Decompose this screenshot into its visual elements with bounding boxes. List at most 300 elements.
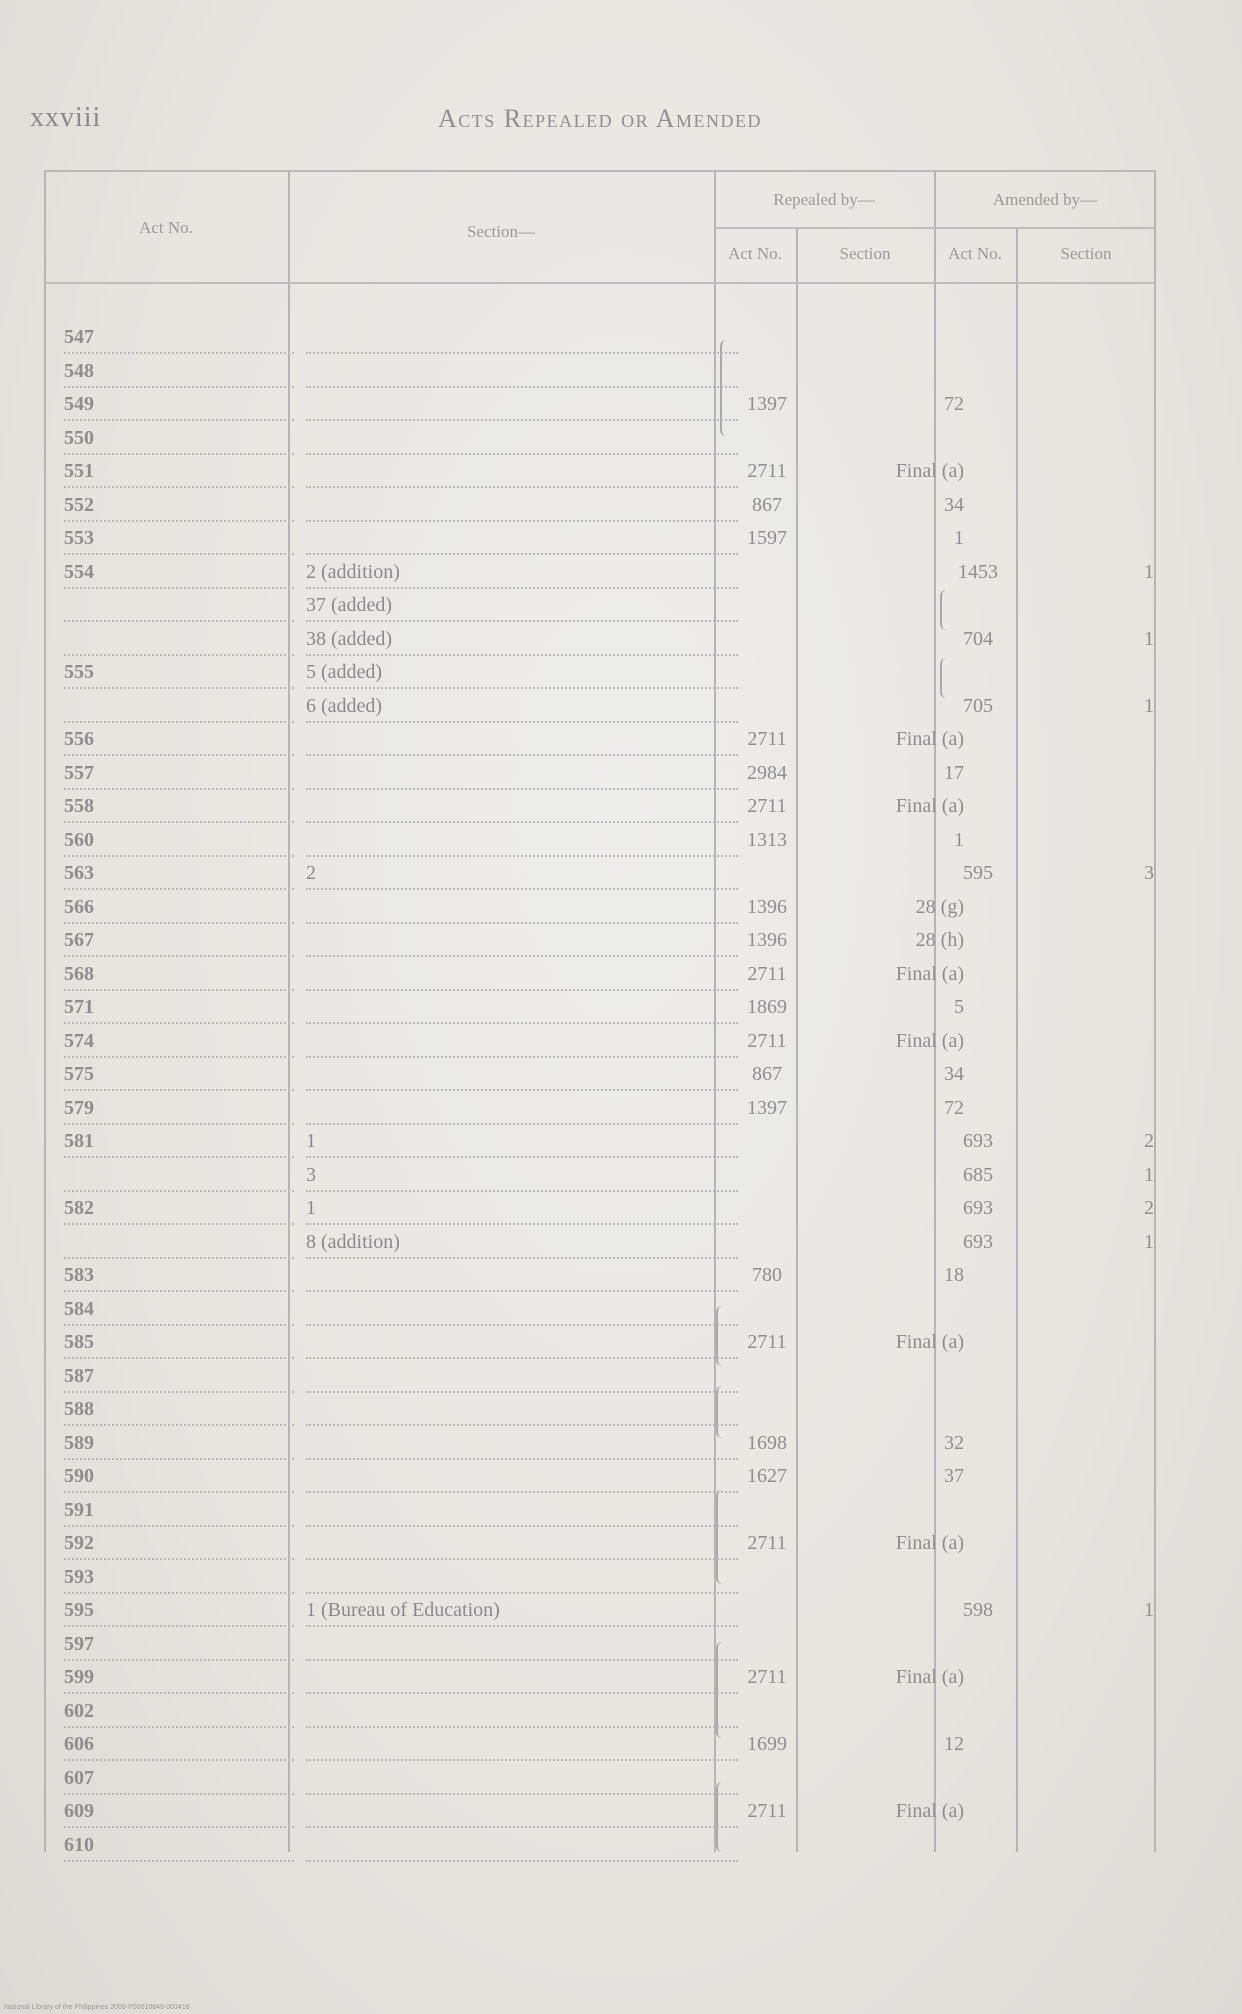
amended-act-cell bbox=[938, 829, 1018, 855]
repealed-act-cell bbox=[724, 427, 810, 453]
section-cell bbox=[306, 427, 738, 455]
amended-section-cell bbox=[1024, 896, 1160, 922]
section-cell: 3 bbox=[306, 1164, 738, 1192]
header-rule bbox=[714, 227, 1156, 229]
table-row bbox=[44, 454, 1156, 488]
amended-act-cell bbox=[938, 795, 1018, 821]
act-number-cell: 560 bbox=[64, 829, 294, 857]
act-number-cell bbox=[64, 628, 294, 656]
repealed-section-cell: 18 bbox=[944, 1264, 964, 1286]
amended-act-cell bbox=[938, 1800, 1018, 1826]
table-body bbox=[44, 320, 1156, 1861]
amended-section-cell: 1 bbox=[1144, 1163, 1154, 1186]
act-number-cell: 609 bbox=[64, 1800, 294, 1828]
amended-act-cell: 693 bbox=[963, 1130, 993, 1152]
section-cell bbox=[306, 1499, 738, 1527]
act-number-cell: 582 bbox=[64, 1197, 294, 1225]
table-row bbox=[44, 1292, 1156, 1326]
repealed-act-cell: 2711 bbox=[747, 460, 787, 482]
act-number-cell: 557 bbox=[64, 762, 294, 790]
act-number-cell: 581 bbox=[64, 1130, 294, 1158]
amended-section-cell bbox=[1024, 1331, 1160, 1357]
section-cell bbox=[306, 1700, 738, 1728]
section-cell: 2 (addition) bbox=[306, 561, 738, 589]
act-number-cell: 555 bbox=[64, 661, 294, 689]
act-number-cell: 553 bbox=[64, 527, 294, 555]
amended-section-cell bbox=[1024, 1800, 1160, 1826]
section-cell bbox=[306, 1063, 738, 1091]
repealed-act-cell: 1597 bbox=[747, 527, 787, 549]
repealed-act-cell bbox=[724, 1499, 810, 1525]
act-number-cell bbox=[64, 695, 294, 723]
table-row bbox=[44, 1459, 1156, 1493]
amended-section-cell bbox=[1024, 1499, 1160, 1525]
header-rule bbox=[44, 282, 1156, 284]
amended-section-cell bbox=[1024, 494, 1160, 520]
repealed-section-cell: Final (a) bbox=[895, 1800, 964, 1822]
act-number-cell: 558 bbox=[64, 795, 294, 823]
amended-section-cell bbox=[1024, 326, 1160, 352]
repealed-section-cell: 1 bbox=[954, 527, 964, 549]
repealed-act-cell bbox=[724, 695, 810, 721]
repealed-section-cell: Final (a) bbox=[895, 1666, 964, 1688]
act-number-cell: 547 bbox=[64, 326, 294, 354]
amended-section-cell bbox=[1024, 1465, 1160, 1491]
page-title: Acts Repealed or Amended bbox=[438, 104, 762, 133]
section-cell: 2 bbox=[306, 862, 738, 890]
repealed-act-cell bbox=[724, 360, 810, 386]
amended-section-cell bbox=[1024, 1298, 1160, 1324]
table-row bbox=[44, 923, 1156, 957]
section-cell bbox=[306, 1733, 738, 1761]
table-row bbox=[44, 421, 1156, 455]
amended-section-cell bbox=[1024, 1063, 1160, 1089]
amended-act-cell bbox=[938, 1097, 1018, 1123]
repealed-act-cell bbox=[724, 1197, 810, 1223]
amended-act-cell bbox=[938, 460, 1018, 486]
table-row bbox=[44, 1258, 1156, 1292]
amended-section-cell: 1 bbox=[1144, 560, 1154, 583]
repealed-act-cell: 2711 bbox=[747, 962, 787, 985]
amended-act-cell bbox=[938, 1666, 1018, 1692]
repealed-act-cell: 1396 bbox=[747, 895, 787, 918]
table-row bbox=[44, 1727, 1156, 1761]
act-number-cell: 607 bbox=[64, 1767, 294, 1795]
act-number-cell bbox=[64, 594, 294, 622]
repealed-act-cell bbox=[724, 594, 810, 620]
section-cell bbox=[306, 1264, 738, 1292]
section-cell: 37 (added) bbox=[306, 594, 738, 622]
amended-section-cell bbox=[1024, 929, 1160, 955]
amended-act-cell bbox=[938, 1834, 1018, 1860]
section-cell bbox=[306, 1633, 738, 1661]
table-row bbox=[44, 1191, 1156, 1225]
act-number-cell: 548 bbox=[64, 360, 294, 388]
table-row bbox=[44, 1627, 1156, 1661]
section-cell bbox=[306, 527, 738, 555]
amended-act-cell bbox=[938, 527, 1018, 553]
repealed-section-cell: 5 bbox=[954, 996, 964, 1018]
amended-section-cell bbox=[1024, 594, 1160, 620]
act-number-cell: 591 bbox=[64, 1499, 294, 1527]
table-row bbox=[44, 354, 1156, 388]
acts-table bbox=[44, 170, 1156, 1856]
amended-act-cell bbox=[938, 1465, 1018, 1491]
repealed-act-cell: 2711 bbox=[747, 1029, 787, 1052]
section-cell bbox=[306, 829, 738, 857]
table-row bbox=[44, 1392, 1156, 1426]
act-number-cell: 552 bbox=[64, 494, 294, 522]
table-row bbox=[44, 856, 1156, 890]
repealed-act-cell: 1699 bbox=[747, 1733, 787, 1755]
section-cell: 6 (added) bbox=[306, 695, 738, 723]
amended-section-cell bbox=[1024, 1566, 1160, 1592]
section-cell bbox=[306, 1432, 738, 1460]
amended-act-cell bbox=[938, 929, 1018, 955]
table-row bbox=[44, 1426, 1156, 1460]
repealed-act-cell bbox=[724, 1164, 810, 1190]
amended-section-cell bbox=[1024, 1097, 1160, 1123]
amended-act-cell bbox=[938, 1499, 1018, 1525]
section-cell bbox=[306, 728, 738, 756]
section-cell bbox=[306, 326, 738, 354]
table-row bbox=[44, 1694, 1156, 1728]
table-row bbox=[44, 1493, 1156, 1527]
amended-act-cell bbox=[938, 1264, 1018, 1290]
act-number-cell: 602 bbox=[64, 1700, 294, 1728]
repealed-act-cell bbox=[724, 1231, 810, 1257]
amended-section-cell bbox=[1024, 1633, 1160, 1659]
header-amended-section: Section bbox=[1060, 244, 1112, 263]
section-cell bbox=[306, 1767, 738, 1795]
amended-act-cell bbox=[938, 728, 1018, 754]
table-row bbox=[44, 1091, 1156, 1125]
act-number-cell: 587 bbox=[64, 1365, 294, 1393]
table-row bbox=[44, 387, 1156, 421]
act-number-cell: 575 bbox=[64, 1063, 294, 1091]
repealed-section-cell: 12 bbox=[944, 1733, 964, 1755]
act-number-cell: 597 bbox=[64, 1633, 294, 1661]
header-amended-by: Amended by— bbox=[992, 190, 1098, 209]
section-cell bbox=[306, 1097, 738, 1125]
amended-section-cell bbox=[1024, 762, 1160, 788]
table-row bbox=[44, 756, 1156, 790]
amended-act-cell bbox=[938, 1767, 1018, 1793]
table-row bbox=[44, 1761, 1156, 1795]
amended-act-cell bbox=[938, 1030, 1018, 1056]
repealed-section-cell: 34 bbox=[944, 493, 964, 516]
repealed-section-cell: 72 bbox=[944, 1096, 964, 1119]
table-row bbox=[44, 588, 1156, 622]
repealed-section-cell: Final (a) bbox=[895, 1532, 964, 1554]
act-number-cell: 554 bbox=[64, 561, 294, 589]
act-number-cell: 556 bbox=[64, 728, 294, 756]
repealed-section-cell: Final (a) bbox=[895, 962, 964, 985]
table-row bbox=[44, 320, 1156, 354]
section-cell bbox=[306, 1030, 738, 1058]
act-number-cell: 599 bbox=[64, 1666, 294, 1694]
amended-act-cell bbox=[938, 1398, 1018, 1424]
amended-act-cell: 685 bbox=[963, 1163, 993, 1186]
table-row bbox=[44, 521, 1156, 555]
repealed-section-cell: 34 bbox=[944, 1063, 964, 1085]
repealed-act-cell: 2984 bbox=[747, 761, 787, 784]
act-number-cell: 593 bbox=[64, 1566, 294, 1594]
act-number-cell: 550 bbox=[64, 427, 294, 455]
act-number-cell: 568 bbox=[64, 963, 294, 991]
amended-section-cell bbox=[1024, 1532, 1160, 1558]
section-cell bbox=[306, 1331, 738, 1359]
repealed-act-cell bbox=[724, 1298, 810, 1324]
repealed-act-cell bbox=[724, 1834, 810, 1860]
amended-act-cell bbox=[938, 1432, 1018, 1458]
amended-section-cell bbox=[1024, 1700, 1160, 1726]
table-row bbox=[44, 890, 1156, 924]
amended-act-cell bbox=[938, 1365, 1018, 1391]
table-row bbox=[44, 1660, 1156, 1694]
repealed-section-cell: 72 bbox=[944, 393, 964, 415]
section-cell bbox=[306, 360, 738, 388]
section-cell bbox=[306, 1666, 738, 1694]
act-number-cell: 566 bbox=[64, 896, 294, 924]
act-number-cell: 595 bbox=[64, 1599, 294, 1627]
table-row bbox=[44, 1828, 1156, 1862]
amended-section-cell bbox=[1024, 360, 1160, 386]
repealed-section-cell: Final (a) bbox=[895, 728, 964, 750]
amended-act-cell bbox=[938, 326, 1018, 352]
section-cell: 1 bbox=[306, 1197, 738, 1225]
amended-section-cell: 1 bbox=[1144, 1599, 1154, 1621]
amended-section-cell: 1 bbox=[1144, 1230, 1154, 1253]
table-row bbox=[44, 1359, 1156, 1393]
act-number-cell: 584 bbox=[64, 1298, 294, 1326]
act-number-cell: 590 bbox=[64, 1465, 294, 1493]
amended-act-cell bbox=[938, 896, 1018, 922]
amended-section-cell bbox=[1024, 1666, 1160, 1692]
table-row bbox=[44, 789, 1156, 823]
section-cell bbox=[306, 795, 738, 823]
amended-section-cell bbox=[1024, 1264, 1160, 1290]
repealed-act-cell: 867 bbox=[752, 1063, 782, 1085]
amended-act-cell: 704 bbox=[963, 627, 993, 650]
repealed-act-cell: 2711 bbox=[747, 795, 787, 817]
repealed-act-cell: 1397 bbox=[747, 393, 787, 415]
section-cell bbox=[306, 1365, 738, 1393]
section-cell bbox=[306, 1800, 738, 1828]
act-number-cell: 567 bbox=[64, 929, 294, 957]
amended-act-cell bbox=[938, 963, 1018, 989]
repealed-section-cell: Final (a) bbox=[895, 795, 964, 817]
amended-act-cell bbox=[938, 360, 1018, 386]
section-cell bbox=[306, 393, 738, 421]
amended-act-cell: 595 bbox=[963, 862, 993, 884]
repealed-act-cell: 1627 bbox=[747, 1465, 787, 1487]
act-number-cell: 589 bbox=[64, 1432, 294, 1460]
act-number-cell: 551 bbox=[64, 460, 294, 488]
footer-credit: National Library of the Philippines 2009-P00010849-003416 bbox=[4, 2004, 190, 2011]
section-cell bbox=[306, 996, 738, 1024]
section-cell bbox=[306, 896, 738, 924]
repealed-section-cell: Final (a) bbox=[895, 460, 964, 482]
act-number-cell: 563 bbox=[64, 862, 294, 890]
section-cell: 1 bbox=[306, 1130, 738, 1158]
amended-act-cell: 693 bbox=[963, 1230, 993, 1253]
table-row bbox=[44, 957, 1156, 991]
section-cell bbox=[306, 1566, 738, 1594]
amended-act-cell: 705 bbox=[963, 694, 993, 717]
amended-act-cell bbox=[938, 661, 1018, 687]
header-act-no: Act No. bbox=[139, 218, 193, 237]
header-repealed-act-no: Act No. bbox=[728, 244, 782, 263]
amended-section-cell bbox=[1024, 963, 1160, 989]
section-cell bbox=[306, 494, 738, 522]
act-number-cell bbox=[64, 1164, 294, 1192]
amended-section-cell bbox=[1024, 1733, 1160, 1759]
amended-section-cell bbox=[1024, 1767, 1160, 1793]
repealed-section-cell: 28 (g) bbox=[915, 895, 964, 918]
amended-act-cell bbox=[938, 1298, 1018, 1324]
header-repealed-by: Repealed by— bbox=[773, 190, 875, 209]
amended-section-cell: 2 bbox=[1144, 1197, 1154, 1219]
table-row bbox=[44, 722, 1156, 756]
act-number-cell: 571 bbox=[64, 996, 294, 1024]
amended-section-cell bbox=[1024, 1030, 1160, 1056]
amended-act-cell bbox=[938, 1566, 1018, 1592]
table-row bbox=[44, 488, 1156, 522]
act-number-cell: 549 bbox=[64, 393, 294, 421]
repealed-act-cell: 1313 bbox=[747, 828, 787, 851]
amended-section-cell bbox=[1024, 427, 1160, 453]
repealed-act-cell bbox=[724, 1365, 810, 1391]
act-number-cell: 579 bbox=[64, 1097, 294, 1125]
repealed-act-cell bbox=[724, 1767, 810, 1793]
amended-section-cell bbox=[1024, 393, 1160, 419]
table-row bbox=[44, 1057, 1156, 1091]
amended-act-cell bbox=[938, 1700, 1018, 1726]
table-row bbox=[44, 689, 1156, 723]
table-row bbox=[44, 1024, 1156, 1058]
section-cell bbox=[306, 762, 738, 790]
amended-act-cell bbox=[938, 996, 1018, 1022]
repealed-section-cell: 1 bbox=[954, 828, 964, 851]
section-cell: 8 (addition) bbox=[306, 1231, 738, 1259]
repealed-act-cell bbox=[724, 1398, 810, 1424]
section-cell bbox=[306, 1465, 738, 1493]
table-row bbox=[44, 1593, 1156, 1627]
amended-section-cell: 3 bbox=[1144, 862, 1154, 884]
act-number-cell: 588 bbox=[64, 1398, 294, 1426]
amended-act-cell bbox=[938, 1331, 1018, 1357]
repealed-section-cell: Final (a) bbox=[895, 1029, 964, 1052]
table-row bbox=[44, 1325, 1156, 1359]
repealed-section-cell: 17 bbox=[944, 761, 964, 784]
section-cell bbox=[306, 1834, 738, 1862]
amended-act-cell: 1453 bbox=[958, 560, 998, 583]
table-row bbox=[44, 555, 1156, 589]
amended-section-cell bbox=[1024, 829, 1160, 855]
amended-section-cell bbox=[1024, 728, 1160, 754]
table-row bbox=[44, 1526, 1156, 1560]
amended-section-cell: 2 bbox=[1144, 1130, 1154, 1152]
amended-section-cell bbox=[1024, 527, 1160, 553]
header-section: Section— bbox=[467, 222, 535, 241]
repealed-act-cell: 1396 bbox=[747, 929, 787, 951]
act-number-cell: 610 bbox=[64, 1834, 294, 1862]
act-number-cell: 606 bbox=[64, 1733, 294, 1761]
amended-section-cell bbox=[1024, 795, 1160, 821]
act-number-cell bbox=[64, 1231, 294, 1259]
page-number: xxviii bbox=[30, 102, 102, 133]
header-amended-act-no: Act No. bbox=[948, 244, 1002, 263]
repealed-act-cell bbox=[724, 1633, 810, 1659]
table-row bbox=[44, 1124, 1156, 1158]
table-row bbox=[44, 1158, 1156, 1192]
table-row bbox=[44, 823, 1156, 857]
table-row bbox=[44, 1794, 1156, 1828]
repealed-act-cell bbox=[724, 561, 810, 587]
amended-act-cell bbox=[938, 1532, 1018, 1558]
repealed-act-cell: 1397 bbox=[747, 1096, 787, 1119]
repealed-act-cell bbox=[724, 1566, 810, 1592]
section-cell: 5 (added) bbox=[306, 661, 738, 689]
amended-act-cell bbox=[938, 762, 1018, 788]
amended-section-cell bbox=[1024, 1432, 1160, 1458]
section-cell bbox=[306, 929, 738, 957]
repealed-section-cell: 37 bbox=[944, 1465, 964, 1487]
act-number-cell: 583 bbox=[64, 1264, 294, 1292]
amended-act-cell bbox=[938, 393, 1018, 419]
amended-section-cell bbox=[1024, 1398, 1160, 1424]
act-number-cell: 585 bbox=[64, 1331, 294, 1359]
section-cell: 1 (Bureau of Education) bbox=[306, 1599, 738, 1627]
amended-act-cell bbox=[938, 494, 1018, 520]
amended-act-cell: 598 bbox=[963, 1599, 993, 1621]
table-row bbox=[44, 990, 1156, 1024]
amended-section-cell: 1 bbox=[1144, 694, 1154, 717]
table-row bbox=[44, 655, 1156, 689]
amended-act-cell: 693 bbox=[963, 1197, 993, 1219]
amended-section-cell bbox=[1024, 1365, 1160, 1391]
section-cell bbox=[306, 963, 738, 991]
repealed-act-cell bbox=[724, 628, 810, 654]
amended-section-cell bbox=[1024, 460, 1160, 486]
amended-act-cell bbox=[938, 594, 1018, 620]
section-cell bbox=[306, 1298, 738, 1326]
repealed-act-cell bbox=[724, 1599, 810, 1625]
amended-act-cell bbox=[938, 427, 1018, 453]
repealed-act-cell: 2711 bbox=[747, 1331, 787, 1353]
section-cell: 38 (added) bbox=[306, 628, 738, 656]
amended-section-cell bbox=[1024, 661, 1160, 687]
section-cell bbox=[306, 1532, 738, 1560]
repealed-section-cell: Final (a) bbox=[895, 1331, 964, 1353]
repealed-act-cell bbox=[724, 862, 810, 888]
repealed-act-cell bbox=[724, 661, 810, 687]
table-row bbox=[44, 622, 1156, 656]
section-cell bbox=[306, 460, 738, 488]
act-number-cell: 574 bbox=[64, 1030, 294, 1058]
table-row bbox=[44, 1560, 1156, 1594]
repealed-section-cell: 32 bbox=[944, 1431, 964, 1454]
amended-act-cell bbox=[938, 1063, 1018, 1089]
amended-section-cell bbox=[1024, 996, 1160, 1022]
table-row bbox=[44, 1225, 1156, 1259]
repealed-act-cell bbox=[724, 1130, 810, 1156]
amended-act-cell bbox=[938, 1733, 1018, 1759]
repealed-act-cell: 2711 bbox=[747, 1800, 787, 1822]
act-number-cell: 592 bbox=[64, 1532, 294, 1560]
repealed-act-cell bbox=[724, 1700, 810, 1726]
